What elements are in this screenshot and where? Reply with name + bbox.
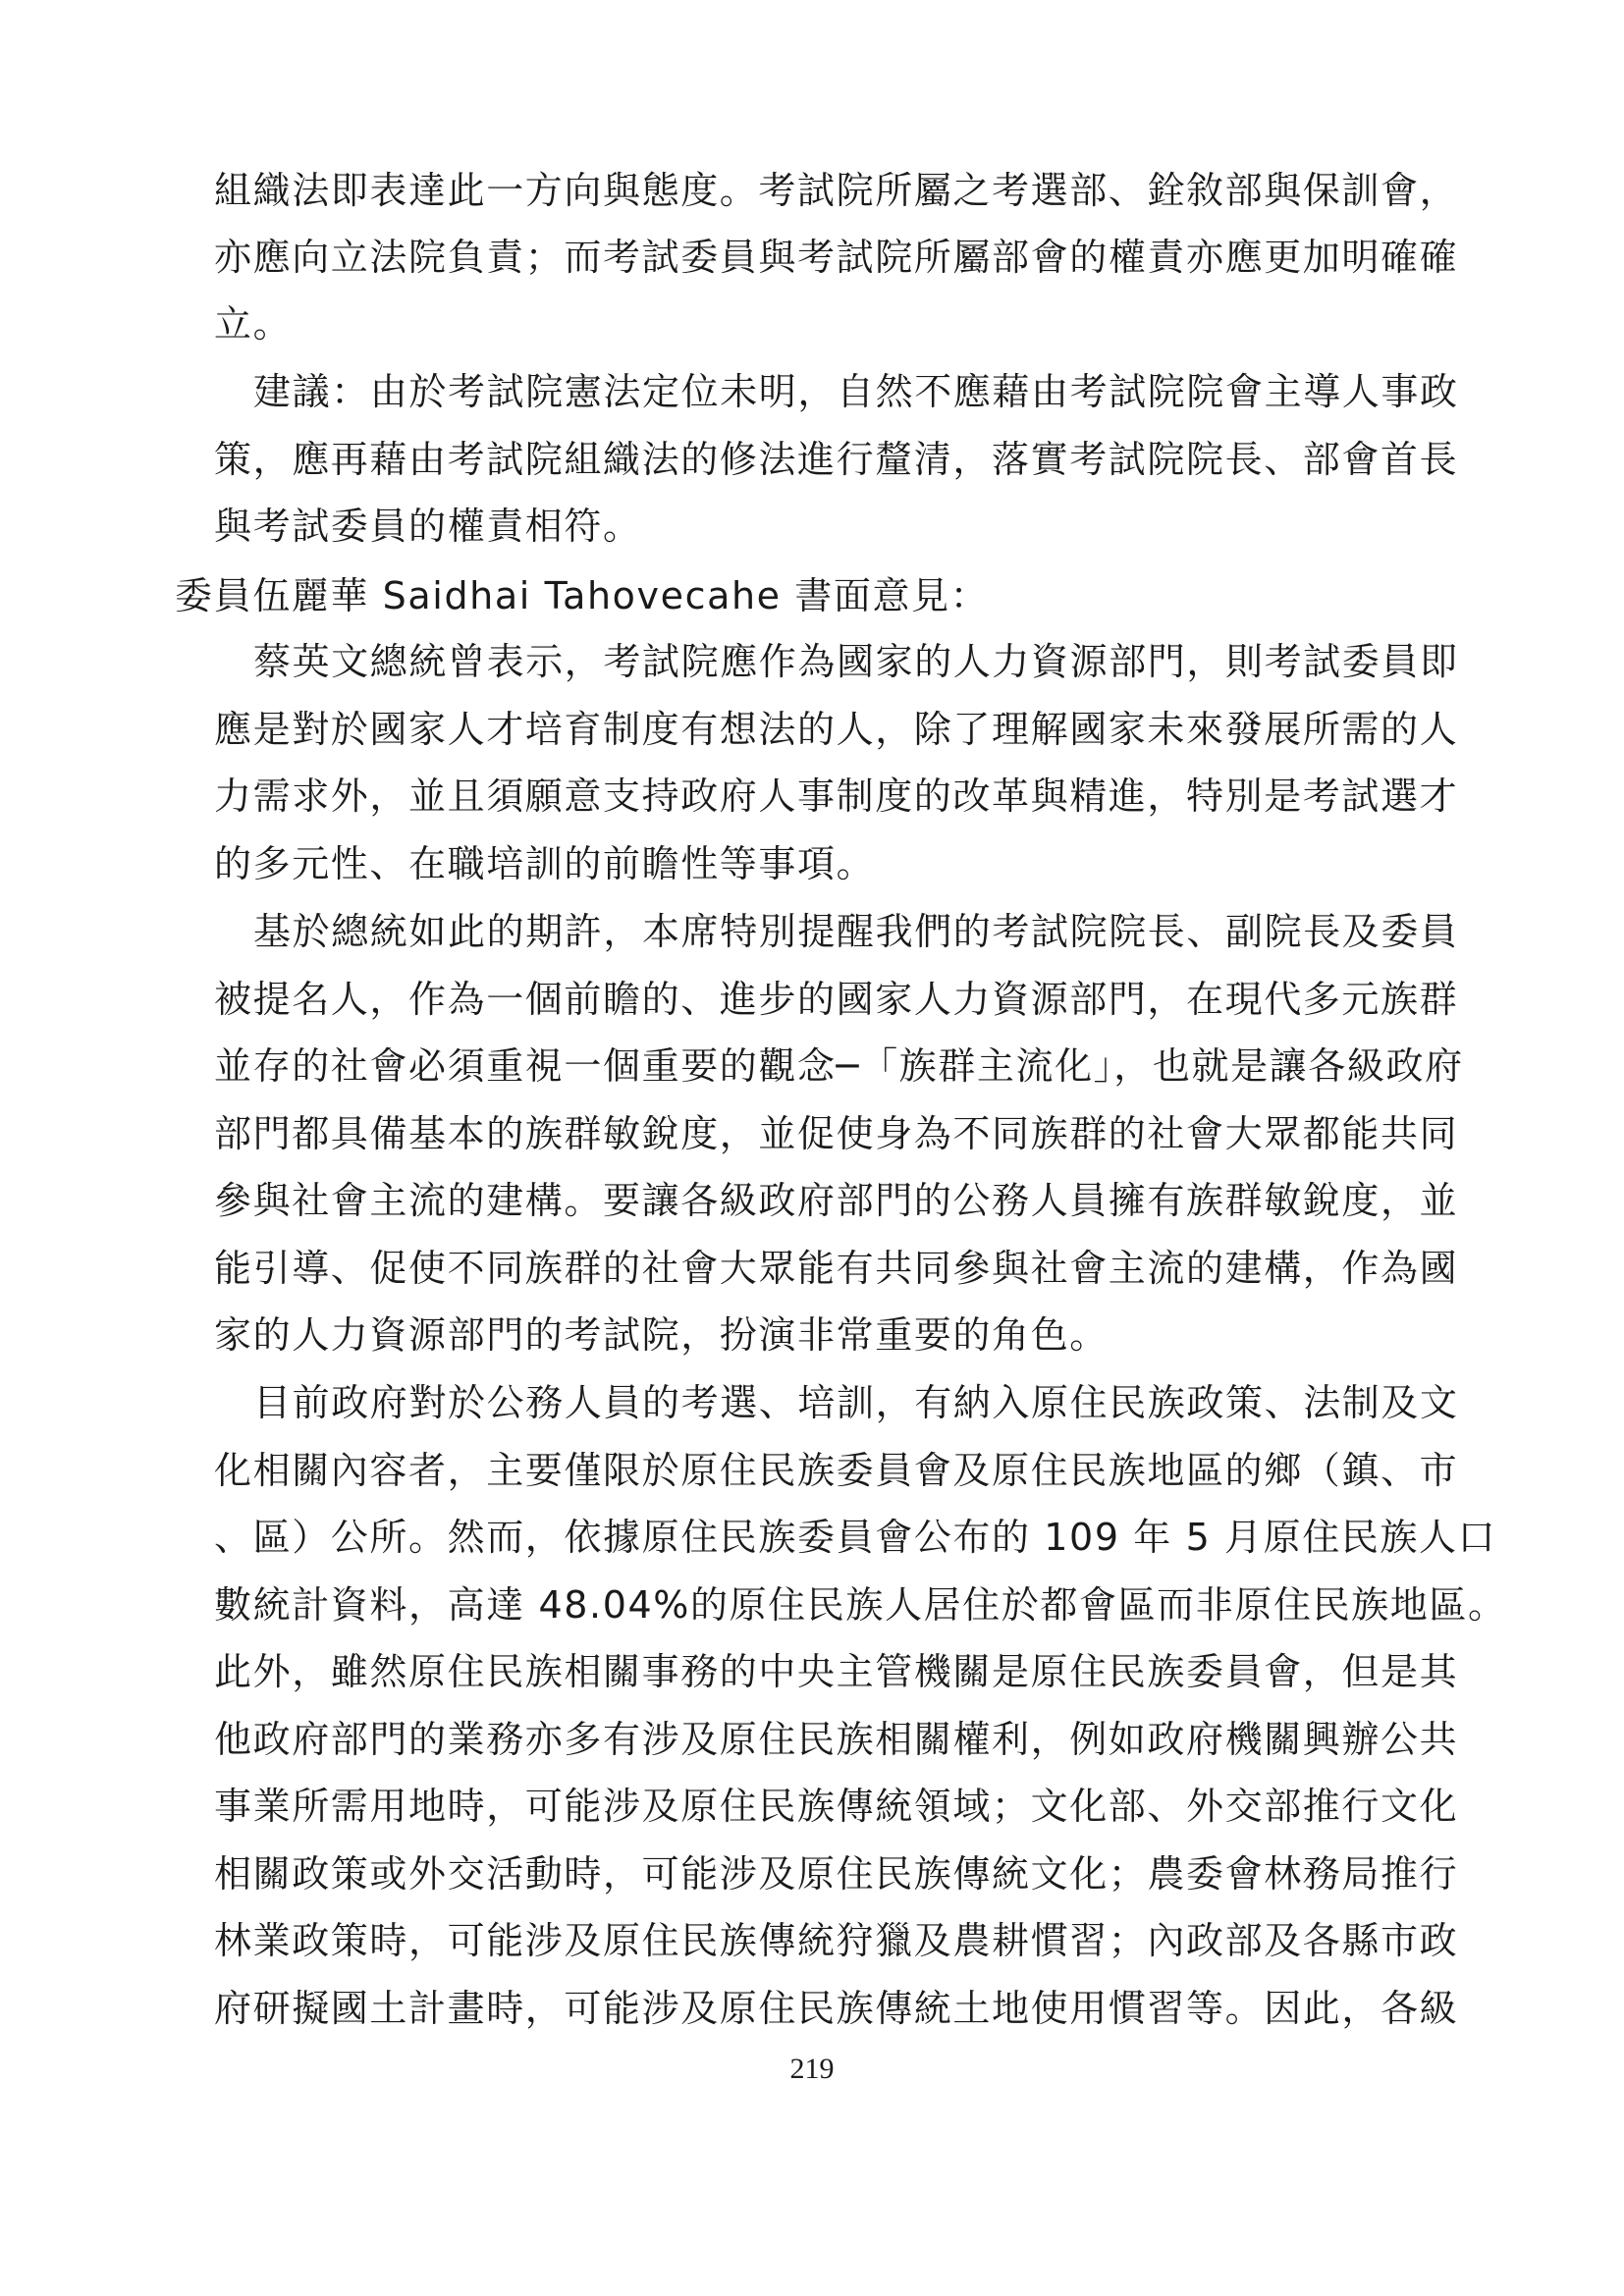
section-heading: 委員伍麗華 Saidhai Tahovecahe 書面意見：	[175, 574, 990, 617]
text-line: 參與社會主流的建構。要讓各級政府部門的公務人員擁有族群敏銳度，並	[214, 1179, 1459, 1222]
text-line: 他政府部門的業務亦多有涉及原住民族相關權利，例如政府機關興辦公共	[214, 1718, 1459, 1761]
text-line: 與考試委員的權責相符。	[214, 505, 642, 548]
text-line: 化相關內容者，主要僅限於原住民族委員會及原住民族地區的鄉（鎮、市	[214, 1449, 1459, 1492]
text-line: 、區）公所。然而，依據原住民族委員會公布的 109 年 5 月原住民族人口	[214, 1516, 1497, 1559]
text-line: 策，應再藉由考試院組織法的修法進行釐清，落實考試院院長、部會首長	[214, 438, 1459, 481]
text-line: 目前政府對於公務人員的考選、培訓，有納入原住民族政策、法制及文	[253, 1381, 1459, 1424]
text-line: 基於總統如此的期許，本席特別提醒我們的考試院院長、副院長及委員	[253, 910, 1459, 953]
page-number: 219	[789, 2053, 835, 2085]
text-line: 的多元性、在職培訓的前瞻性等事項。	[214, 842, 876, 885]
text-line: 亦應向立法院負責；而考試委員與考試院所屬部會的權責亦應更加明確確	[214, 236, 1459, 279]
text-line: 力需求外，並且須願意支持政府人事制度的改革與精進，特別是考試選才	[214, 774, 1459, 818]
text-line: 並存的社會必須重視一個重要的觀念─「族群主流化」，也就是讓各級政府	[214, 1044, 1464, 1088]
text-line: 應是對於國家人才培育制度有想法的人，除了理解國家未來發展所需的人	[214, 708, 1459, 751]
text-line: 相關政策或外交活動時，可能涉及原住民族傳統文化；農委會林務局推行	[214, 1852, 1459, 1896]
text-line: 蔡英文總統曾表示，考試院應作為國家的人力資源部門，則考試委員即	[253, 640, 1459, 683]
text-line: 能引導、促使不同族群的社會大眾能有共同參與社會主流的建構，作為國	[214, 1247, 1459, 1290]
text-line: 建議：由於考試院憲法定位未明，自然不應藉由考試院院會主導人事政	[253, 370, 1459, 413]
text-line: 事業所需用地時，可能涉及原住民族傳統領域；文化部、外交部推行文化	[214, 1785, 1459, 1828]
text-line: 組織法即表達此一方向與態度。考試院所屬之考選部、銓敘部與保訓會，	[214, 169, 1459, 212]
text-line: 立。	[214, 302, 293, 346]
text-line: 部門都具備基本的族群敏銳度，並促使身為不同族群的社會大眾都能共同	[214, 1112, 1459, 1155]
text-line: 數統計資料，高達 48.04%的原住民族人居住於都會區而非原住民族地區。	[214, 1583, 1507, 1627]
text-line: 府研擬國土計畫時，可能涉及原住民族傳統土地使用慣習等。因此，各級	[214, 1987, 1459, 2030]
text-line: 林業政策時，可能涉及原住民族傳統狩獵及農耕慣習；內政部及各縣市政	[214, 1919, 1459, 1962]
text-line: 此外，雖然原住民族相關事務的中央主管機關是原住民族委員會，但是其	[214, 1650, 1459, 1693]
text-line: 被提名人，作為一個前瞻的、進步的國家人力資源部門，在現代多元族群	[214, 978, 1459, 1021]
text-line: 家的人力資源部門的考試院，扮演非常重要的角色。	[214, 1313, 1109, 1357]
